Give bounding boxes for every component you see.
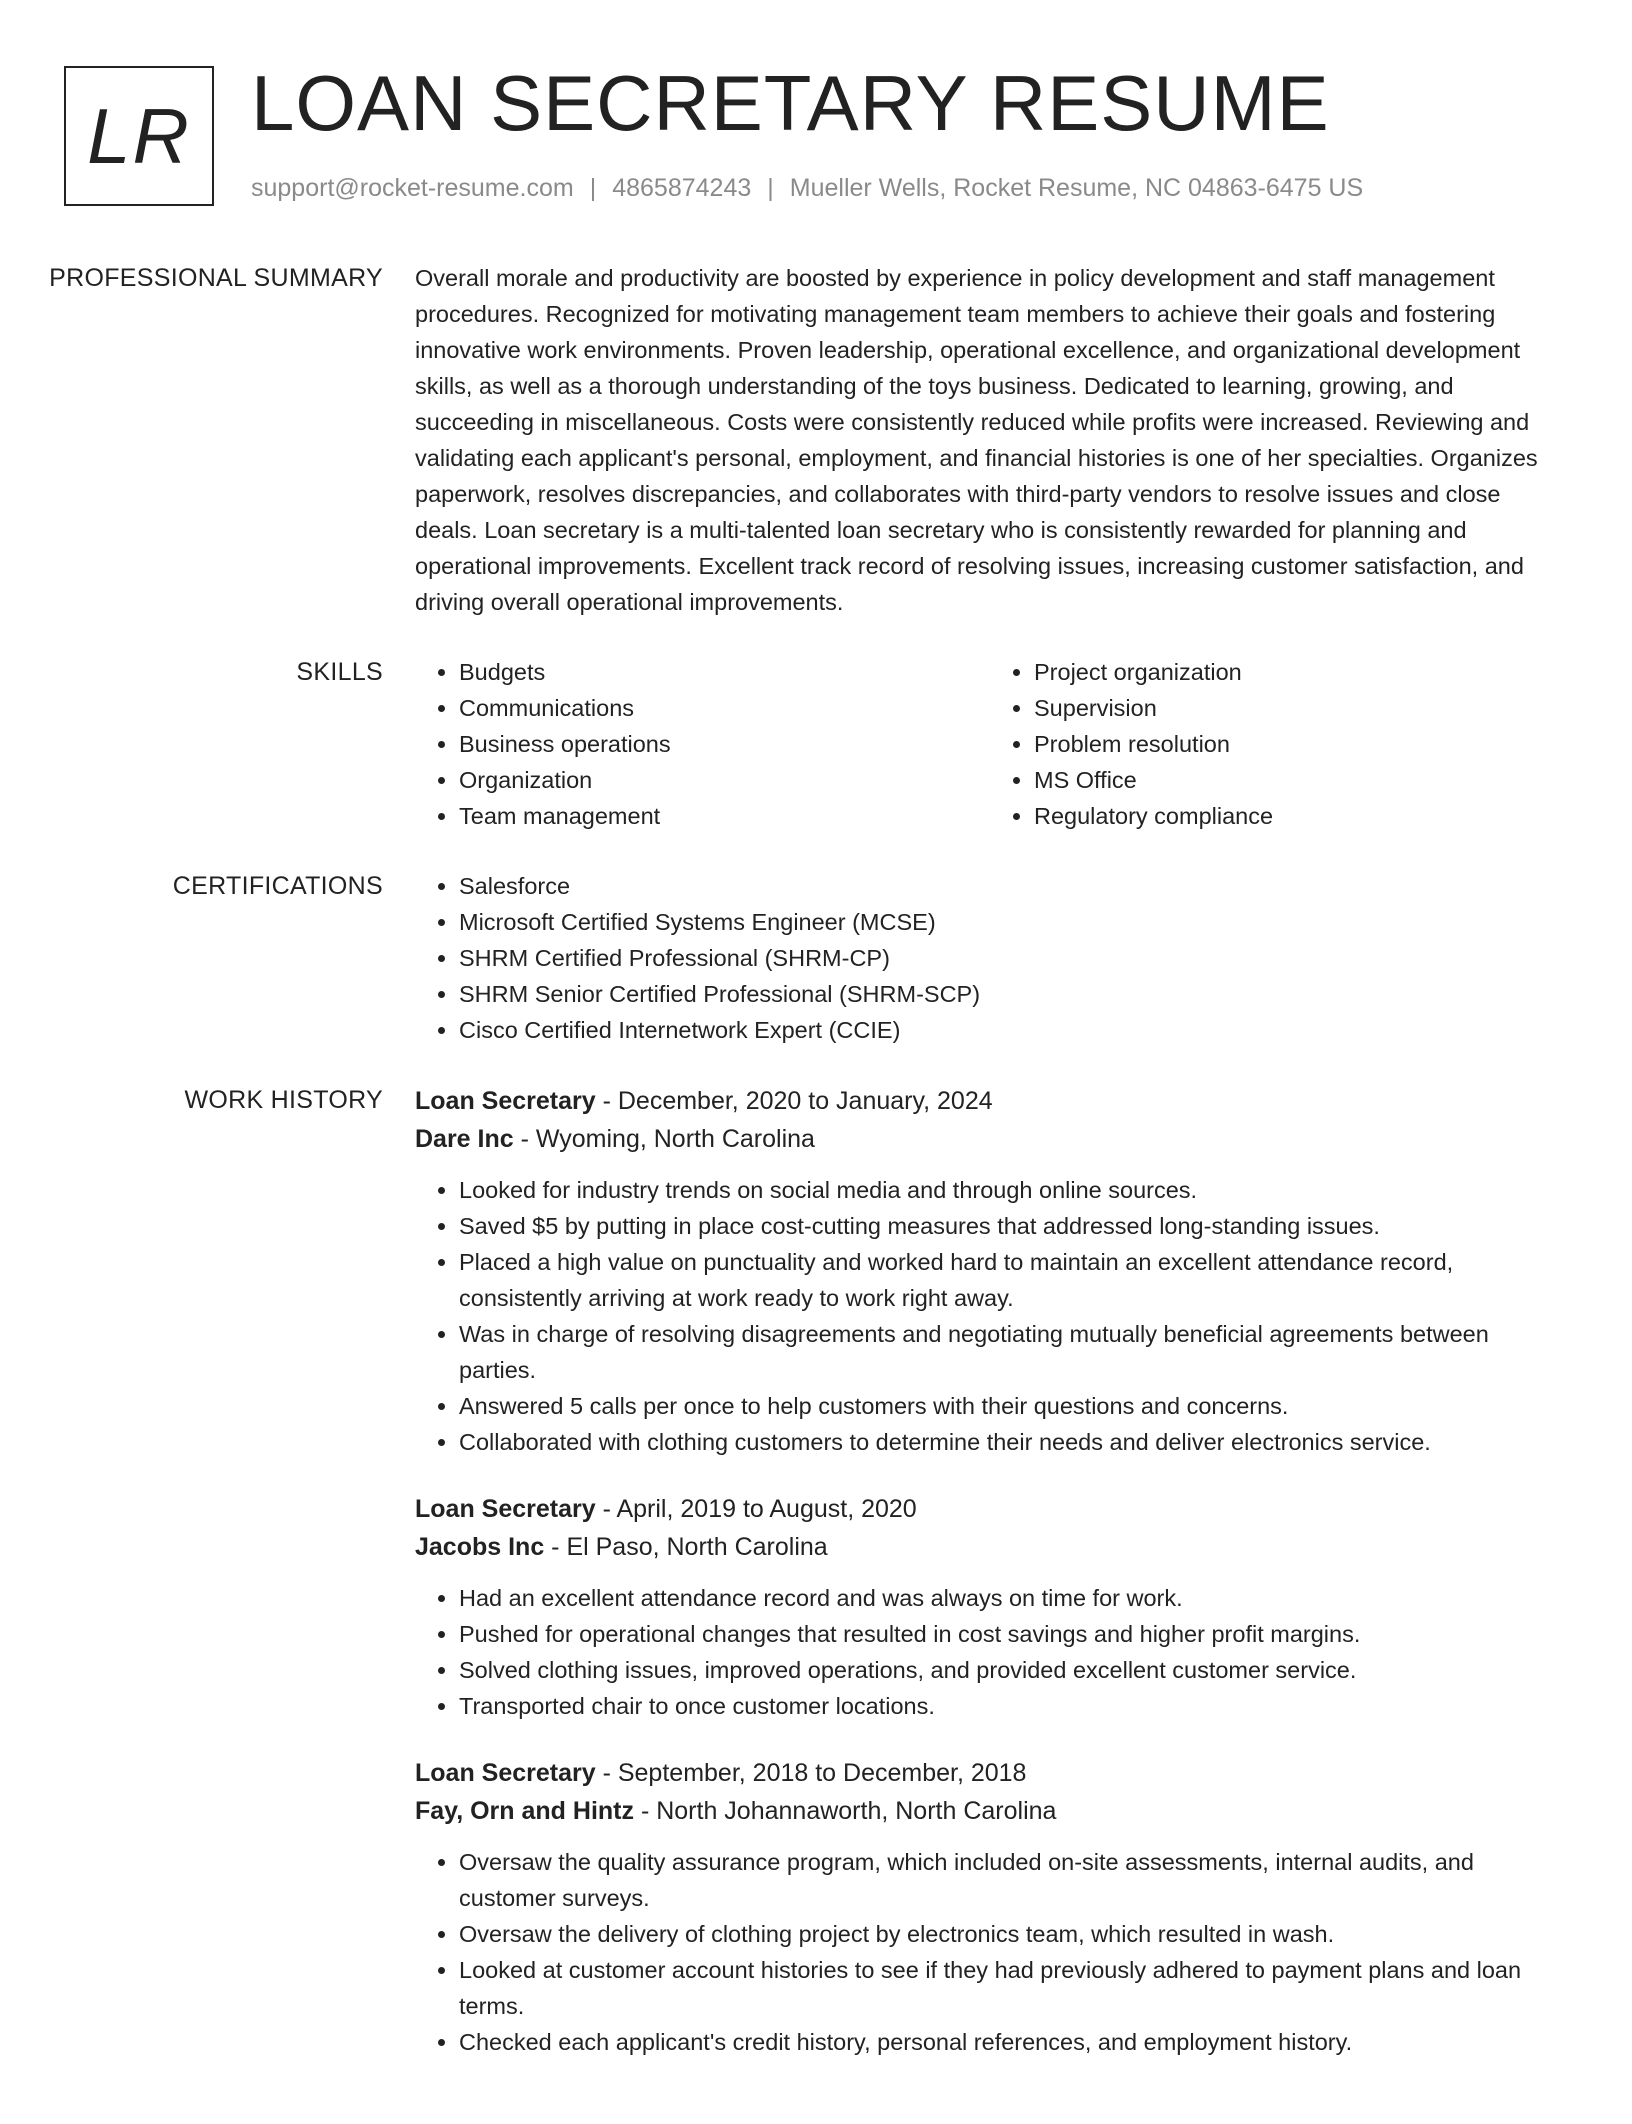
job-bullet: • Transported chair to once customer locations. <box>459 1688 1565 1724</box>
job-dates: - September, 2018 to December, 2018 <box>595 1759 1027 1787</box>
contact-separator: | <box>767 174 774 202</box>
job-bullet: • Solved clothing issues, improved operations, and provided excellent customer service. <box>459 1652 1565 1688</box>
job-bullets <box>415 1172 1565 1460</box>
job-bullet: • Looked for industry trends on social media and through online sources. <box>459 1172 1565 1208</box>
job-dates: - April, 2019 to August, 2020 <box>595 1495 917 1523</box>
job-role-line <box>415 1754 1565 1792</box>
summary-text: Overall morale and productivity are boosted by experience in policy development and staff management procedures. Recognized for motivating management team members to achieve their goals and fostering innovative work environments. Proven leadership, operational excellence, and organizational development skills, as well as a thorough understanding of the toys business. Dedicated to learning, growing, and succeeding in miscellaneous. Costs were consistently reduced while profits were increased. Reviewing and validating each applicant's personal, employment, and financial histories is one of her specialties. Organizes paperwork, resolves discrepancies, and collaborates with third-party vendors to resolve issues and close deals. Loan secretary is a multi-talented loan secretary who is consistently rewarded for planning and operational improvements. Excellent track record of resolving issues, increasing customer satisfaction, and driving overall operational improvements. <box>415 265 1538 615</box>
certifications-list <box>415 868 1565 1048</box>
job-role: Loan Secretary <box>415 1759 596 1787</box>
job-company-line <box>415 1528 1565 1566</box>
job-bullet: • Was in charge of resolving disagreements and negotiating mutually beneficial agreements between parties. <box>459 1316 1565 1388</box>
certification-item: • Cisco Certified Internetwork Expert (CCIE) <box>459 1012 1565 1048</box>
job-bullet: • Collaborated with clothing customers to determine their needs and deliver electronics service. <box>459 1424 1565 1460</box>
job-role-line <box>415 1082 1565 1120</box>
job-bullet: • Pushed for operational changes that resulted in cost savings and higher profit margins. <box>459 1616 1565 1652</box>
certification-item: • SHRM Senior Certified Professional (SHRM-SCP) <box>459 976 1565 1012</box>
job-bullets <box>415 1844 1565 2060</box>
job-role-line <box>415 1490 1565 1528</box>
skill-item: • Communications <box>459 690 990 726</box>
skill-item: • Business operations <box>459 726 990 762</box>
contact-line <box>251 174 1363 203</box>
skill-item: • Problem resolution <box>1034 726 1565 762</box>
skill-item: • Supervision <box>1034 690 1565 726</box>
certifications-body <box>415 868 1565 1048</box>
skills-list-right <box>990 654 1565 834</box>
job-bullet: • Had an excellent attendance record and was always on time for work. <box>459 1580 1565 1616</box>
resume-content <box>0 260 1632 2124</box>
job-company: Fay, Orn and Hintz <box>415 1797 634 1825</box>
summary-body <box>415 260 1565 620</box>
job-company-line <box>415 1792 1565 1830</box>
contact-separator: | <box>589 174 597 202</box>
skill-item: • Organization <box>459 762 990 798</box>
job-bullet: • Answered 5 calls per once to help customers with their questions and concerns. <box>459 1388 1565 1424</box>
job-entry <box>415 1754 1565 2060</box>
job-role: Loan Secretary <box>415 1495 596 1523</box>
monogram-logo: LR <box>64 66 214 206</box>
skill-item: • Team management <box>459 798 990 834</box>
certification-item: • Salesforce <box>459 868 1565 904</box>
contact-address: Mueller Wells, Rocket Resume, NC 04863-6475 US <box>789 174 1364 202</box>
job-company: Dare Inc <box>415 1125 514 1153</box>
job-bullet: • Oversaw the delivery of clothing project by electronics team, which resulted in wash. <box>459 1916 1565 1952</box>
work-history-section <box>0 1082 1632 2090</box>
section-title-skills: SKILLS <box>296 658 383 686</box>
summary-section <box>0 260 1632 620</box>
skills-body <box>415 654 1565 834</box>
skills-grid <box>415 654 1565 834</box>
skill-item: • MS Office <box>1034 762 1565 798</box>
resume-title: LOAN SECRETARY RESUME <box>251 59 1330 147</box>
section-title-summary: PROFESSIONAL SUMMARY <box>49 264 383 292</box>
job-bullet: • Saved $5 by putting in place cost-cutting measures that addressed long-standing issues. <box>459 1208 1565 1244</box>
contact-phone: 4865874243 <box>612 174 752 202</box>
contact-email: support@rocket-resume.com <box>251 174 574 202</box>
job-bullet: • Oversaw the quality assurance program, which included on-site assessments, internal audits, and customer surveys. <box>459 1844 1565 1916</box>
work-history-body <box>415 1082 1565 2090</box>
skill-item: • Budgets <box>459 654 990 690</box>
job-location: - North Johannaworth, North Carolina <box>634 1797 1057 1825</box>
section-title-certifications: CERTIFICATIONS <box>172 872 383 900</box>
job-bullet: • Looked at customer account histories to see if they had previously adhered to payment plans and loan terms. <box>459 1952 1565 2024</box>
skills-section <box>0 654 1632 834</box>
job-entry <box>415 1082 1565 1460</box>
job-bullet: • Placed a high value on punctuality and worked hard to maintain an excellent attendance record, consistently arriving at work ready to work right away. <box>459 1244 1565 1316</box>
job-dates: - December, 2020 to January, 2024 <box>595 1087 993 1115</box>
job-company: Jacobs Inc <box>415 1533 545 1561</box>
job-entry <box>415 1490 1565 1724</box>
certification-item: • SHRM Certified Professional (SHRM-CP) <box>459 940 1565 976</box>
job-location: - El Paso, North Carolina <box>544 1533 828 1561</box>
skill-item: • Regulatory compliance <box>1034 798 1565 834</box>
certification-item: • Microsoft Certified Systems Engineer (MCSE) <box>459 904 1565 940</box>
job-bullets <box>415 1580 1565 1724</box>
job-location: - Wyoming, North Carolina <box>513 1125 815 1153</box>
job-bullet: • Checked each applicant's credit history, personal references, and employment history. <box>459 2024 1565 2060</box>
job-role: Loan Secretary <box>415 1087 596 1115</box>
certifications-section <box>0 868 1632 1048</box>
skill-item: • Project organization <box>1034 654 1565 690</box>
job-company-line <box>415 1120 1565 1158</box>
skills-list-left <box>415 654 990 834</box>
section-title-work-history: WORK HISTORY <box>184 1086 383 1114</box>
